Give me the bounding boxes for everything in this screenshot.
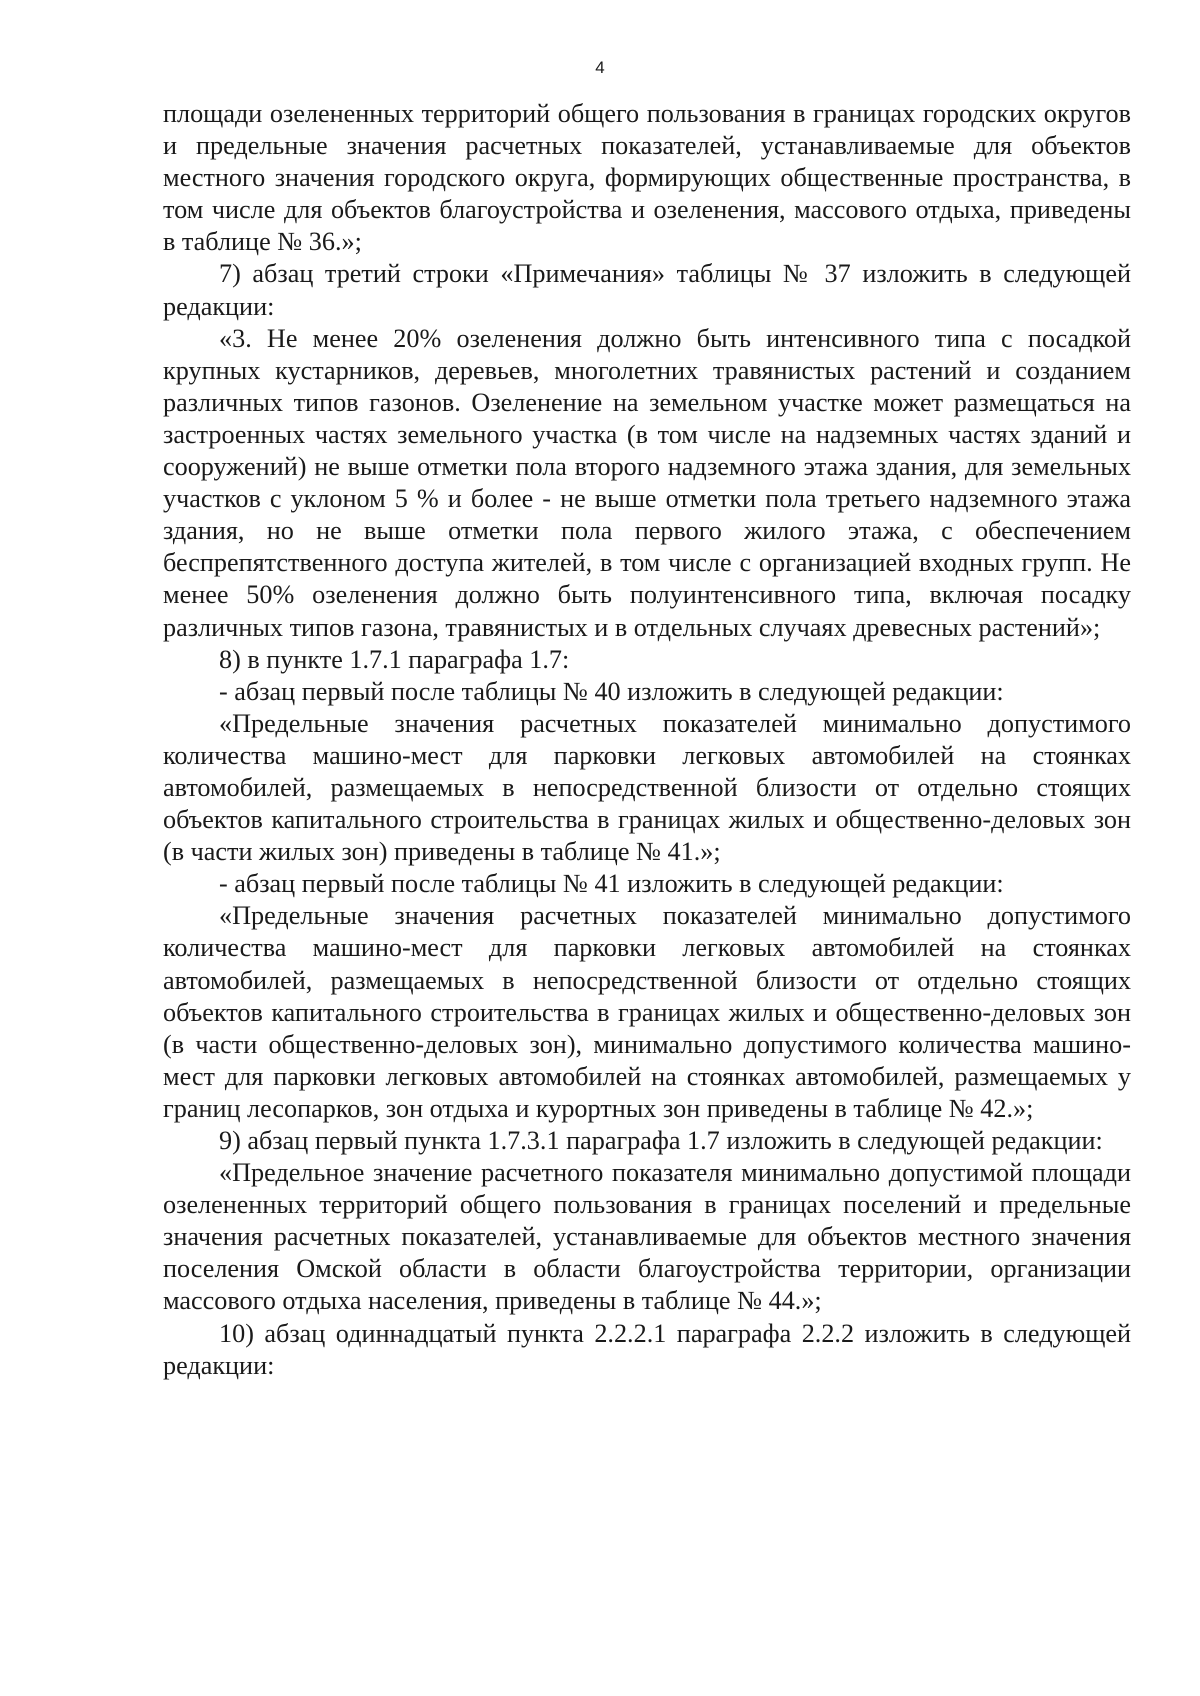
- paragraph-table-42-text: «Предельные значения расчетных показателей минимально допустимого количества машино-мест для парковки легковых автомобилей на стоянках автомобилей, размещаемых в непосредственной близости от отдельно стоящих объектов капитального строительства в границах жилых и общественно-деловых зон (в части общественно-деловых зон), минимально допустимого количества машино-мест для парковки легковых автомобилей на стоянках автомобилей, размещаемых у границ лесопарков, зон отдыха и курортных зон приведены в таблице № 42.»;: [163, 901, 1131, 1123]
- paragraph-item-9: 9) абзац первый пункта 1.7.3.1 параграфа 1.7 изложить в следующей редакции:: [219, 1126, 1103, 1155]
- paragraph-continuation: площади озелененных территорий общего пользования в границах городских округов и предельные значения расчетных показателей, устанавливаемые для объектов местного значения городского округа, формирующих общественные пространства, в том числе для объектов благоустройства и озеленения, массового отдыха, приведены в таблице № 36.»;: [163, 99, 1131, 257]
- paragraph-item-10: 10) абзац одиннадцатый пункта 2.2.2.1 параграфа 2.2.2 изложить в следующей редакции:: [163, 1318, 1131, 1380]
- paragraph-note-3: «3. Не менее 20% озеленения должно быть интенсивного типа с посадкой крупных кустарников, деревьев, многолетних травянистых растений и созданием различных типов газонов. Озеленение на земельном участке может размещаться на застроенных частях земельного участка (в том числе на надземных частях зданий и сооружений) не выше отметки пола второго надземного этажа здания, для земельных участков с уклоном 5 % и более - не выше отметки пола третьего надземного этажа здания, но не выше отметки пола первого жилого этажа, с обеспечением беспрепятственного доступа жителей, в том числе с организацией входных групп. Не менее 50% озеленения должно быть полуинтенсивного типа, включая посадку различных типов газона, травянистых и в отдельных случаях древесных растений»;: [163, 323, 1131, 642]
- page-number: 4: [595, 58, 605, 77]
- paragraph-table-41-amendment: - абзац первый после таблицы № 41 изложить в следующей редакции:: [219, 869, 1004, 899]
- document-body: [163, 98, 1131, 1382]
- paragraph-item-7: 7) абзац третий строки «Примечания» таблицы № 37 изложить в следующей редакции:: [163, 259, 1131, 321]
- paragraph-table-44-text: «Предельное значение расчетного показателя минимально допустимой площади озелененных территорий общего пользования в границах поселений и предельные значения расчетных показателей, устанавливаемые для объектов местного значения поселения Омской области в области благоустройства территории, организации массового отдыха населения, приведены в таблице № 44.»;: [163, 1158, 1131, 1316]
- paragraph-table-41-text: «Предельные значения расчетных показателей минимально допустимого количества машино-мест для парковки легковых автомобилей на стоянках автомобилей, размещаемых в непосредственной близости от отдельно стоящих объектов капитального строительства в границах жилых и общественно-деловых зон (в части жилых зон) приведены в таблице № 41.»;: [163, 708, 1131, 867]
- paragraph-item-8: 8) в пункте 1.7.1 параграфа 1.7:: [219, 644, 570, 674]
- paragraph-table-40-amendment: - абзац первый после таблицы № 40 изложить в следующей редакции:: [219, 676, 1004, 706]
